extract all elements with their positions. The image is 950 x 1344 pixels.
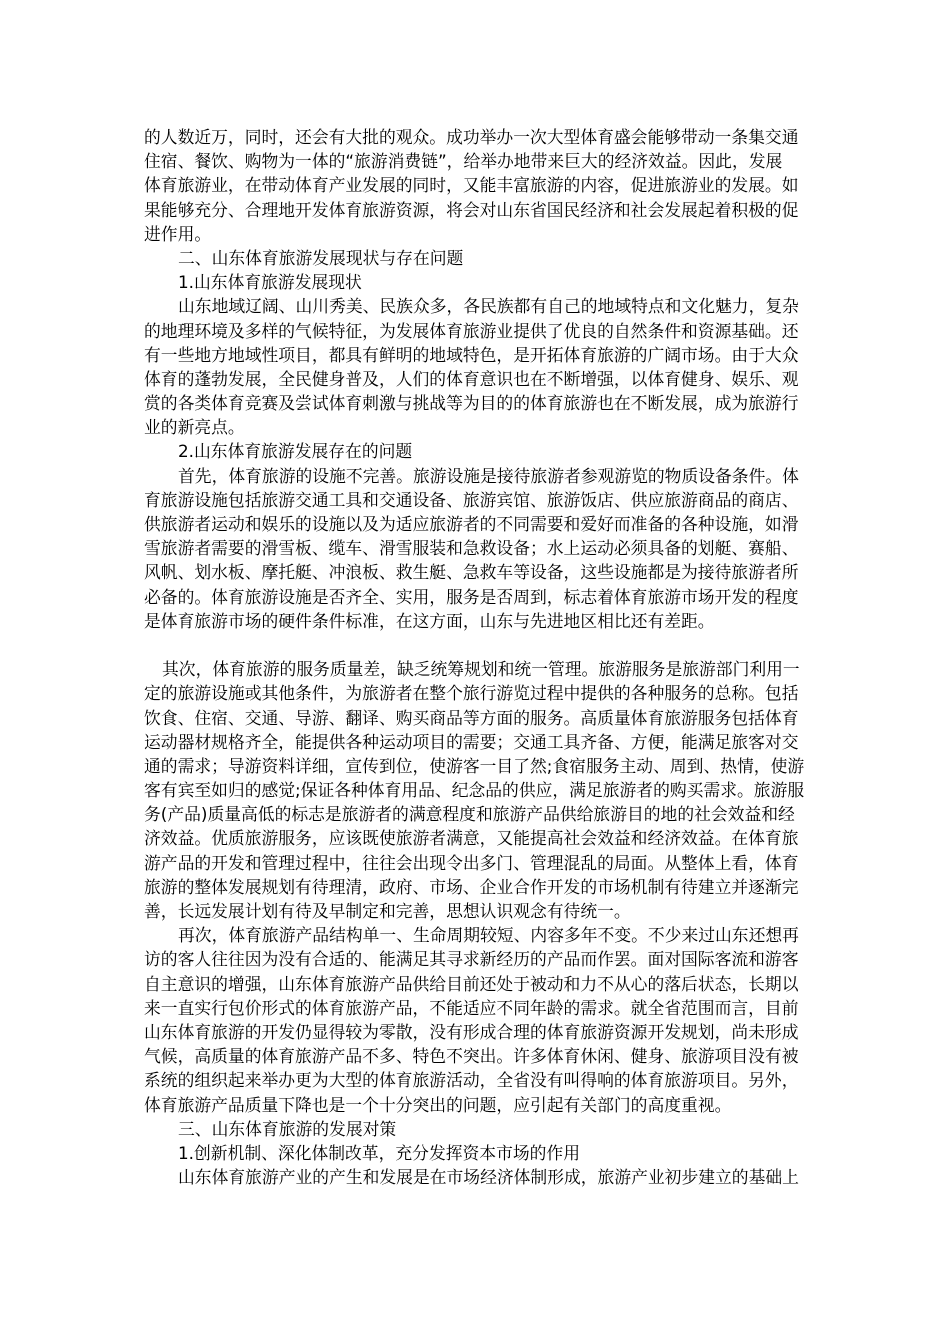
text-line: 运动器材规格齐全，能提供各种运动项目的需要；交通工具齐备、方便，能满足旅客对交: [144, 731, 799, 752]
text-line: 济效益。优质旅游服务，应该既使旅游者满意，又能提高社会效益和经济效益。在体育旅: [144, 828, 799, 849]
text-line: 必备的。体育旅游设施是否齐全、实用，服务是否周到，标志着体育旅游市场开发的程度: [144, 586, 799, 607]
document-body: [144, 125, 810, 1189]
text-line: 务(产品)质量高低的标志是旅游者的满意程度和旅游产品供给旅游目的地的社会效益和经: [144, 804, 795, 825]
text-line: 自主意识的增强，山东体育旅游产品供给目前还处于被动和力不从心的落后状态，长期以: [144, 973, 799, 994]
text-line: 有一些地方地域性项目，都具有鲜明的地域特色，是开拓体育旅游的广阔市场。由于大众: [144, 344, 799, 365]
text-line: 赏的各类体育竞赛及尝试体育刺激与挑战等为目的的体育旅游也在不断发展，成为旅游行: [144, 393, 799, 414]
text-line: 首先，体育旅游的设施不完善。旅游设施是接待旅游者参观游览的物质设备条件。体: [178, 465, 799, 486]
text-line: 饮食、住宿、交通、导游、翻译、购买商品等方面的服务。高质量体育旅游服务包括体育: [144, 707, 799, 728]
text-line: 通的需求；导游资料详细，宣传到位，使游客一目了然;食宿服务主动、周到、热情，使游: [144, 755, 805, 776]
text-line: 进作用。: [144, 223, 212, 244]
text-line: 其次，体育旅游的服务质量差，缺乏统筹规划和统一管理。旅游服务是旅游部门利用一: [162, 659, 800, 680]
text-line: 1.山东体育旅游发展现状: [178, 272, 362, 293]
text-line: 三、山东体育旅游的发展对策: [178, 1118, 397, 1139]
text-line: 再次，体育旅游产品结构单一、生命周期较短、内容多年不变。不少来过山东还想再: [178, 925, 799, 946]
text-line: 雪旅游者需要的滑雪板、缆车、滑雪服装和急救设备；水上运动必须具备的划艇、赛船、: [144, 538, 799, 559]
text-line: 二、山东体育旅游发展现状与存在问题: [178, 247, 464, 268]
text-line: 体育的蓬勃发展，全民健身普及，人们的体育意识也在不断增强，以体育健身、娱乐、观: [144, 368, 799, 389]
text-line: 2.山东体育旅游发展存在的问题: [178, 441, 413, 462]
text-line: 体育旅游业，在带动体育产业发展的同时，又能丰富旅游的内容，促进旅游业的发展。如: [144, 175, 799, 196]
text-line: 来一直实行包价形式的体育旅游产品，不能适应不同年龄的需求。就全省范围而言，目前: [144, 997, 799, 1018]
text-line: 旅游的整体发展规划有待理清，政府、市场、企业合作开发的市场机制有待建立并逐渐完: [144, 876, 799, 897]
text-line: 系统的组织起来举办更为大型的体育旅游活动，全省没有叫得响的体育旅游项目。另外，: [144, 1070, 799, 1091]
text-line: 山东地域辽阔、山川秀美、民族众多，各民族都有自己的地域特点和文化魅力，复杂: [178, 296, 799, 317]
text-line: 山东体育旅游的开发仍显得较为零散，没有形成合理的体育旅游资源开发规划，尚未形成: [144, 1021, 799, 1042]
text-line: 气候，高质量的体育旅游产品不多、特色不突出。许多体育休闲、健身、旅游项目没有被: [144, 1046, 799, 1067]
text-line: 育旅游设施包括旅游交通工具和交通设备、旅游宾馆、旅游饭店、供应旅游商品的商店、: [144, 489, 799, 510]
text-line: 住宿、餐饮、购物为一体的“旅游消费链”，给举办地带来巨大的经济效益。因此，发展: [144, 151, 783, 172]
text-line: 访的客人往往因为没有合适的、能满足其寻求新经历的产品而作罢。面对国际客流和游客: [144, 949, 799, 970]
text-line: 是体育旅游市场的硬件条件标准，在这方面，山东与先进地区相比还有差距。: [144, 610, 715, 631]
text-line: 山东体育旅游产业的产生和发展是在市场经济体制形成，旅游产业初步建立的基础上: [178, 1167, 799, 1188]
text-line: [144, 633, 810, 657]
text-line: 果能够充分、合理地开发体育旅游资源，将会对山东省国民经济和社会发展起着积极的促: [144, 199, 799, 220]
text-line: 体育旅游产品质量下降也是一个十分突出的问题，应引起有关部门的高度重视。: [144, 1094, 732, 1115]
text-line: 的地理环境及多样的气候特征，为发展体育旅游业提供了优良的自然条件和资源基础。还: [144, 320, 799, 341]
text-line: 客有宾至如归的感觉;保证各种体育用品、纪念品的供应，满足旅游者的购买需求。旅游服: [144, 780, 805, 801]
text-line: 定的旅游设施或其他条件，为旅游者在整个旅行游览过程中提供的各种服务的总称。包括: [144, 683, 799, 704]
text-line: 供旅游者运动和娱乐的设施以及为适应旅游者的不同需要和爱好而准备的各种设施，如滑: [144, 514, 799, 534]
text-line: 的人数近万，同时，还会有大批的观众。成功举办一次大型体育盛会能够带动一条集交通: [144, 127, 799, 147]
text-line: 风帆、划水板、摩托艇、冲浪板、救生艇、急救车等设备，这些设施都是为接待旅游者所: [144, 562, 799, 583]
text-line: 1.创新机制、深化体制改革，充分发挥资本市场的作用: [178, 1142, 580, 1163]
text-line: 游产品的开发和管理过程中，往往会出现令出多门、管理混乱的局面。从整体上看，体育: [144, 852, 799, 873]
text-line: 业的新亮点。: [144, 417, 245, 438]
text-line: 善，长远发展计划有待及早制定和完善，思想认识观念有待统一。: [144, 901, 631, 921]
